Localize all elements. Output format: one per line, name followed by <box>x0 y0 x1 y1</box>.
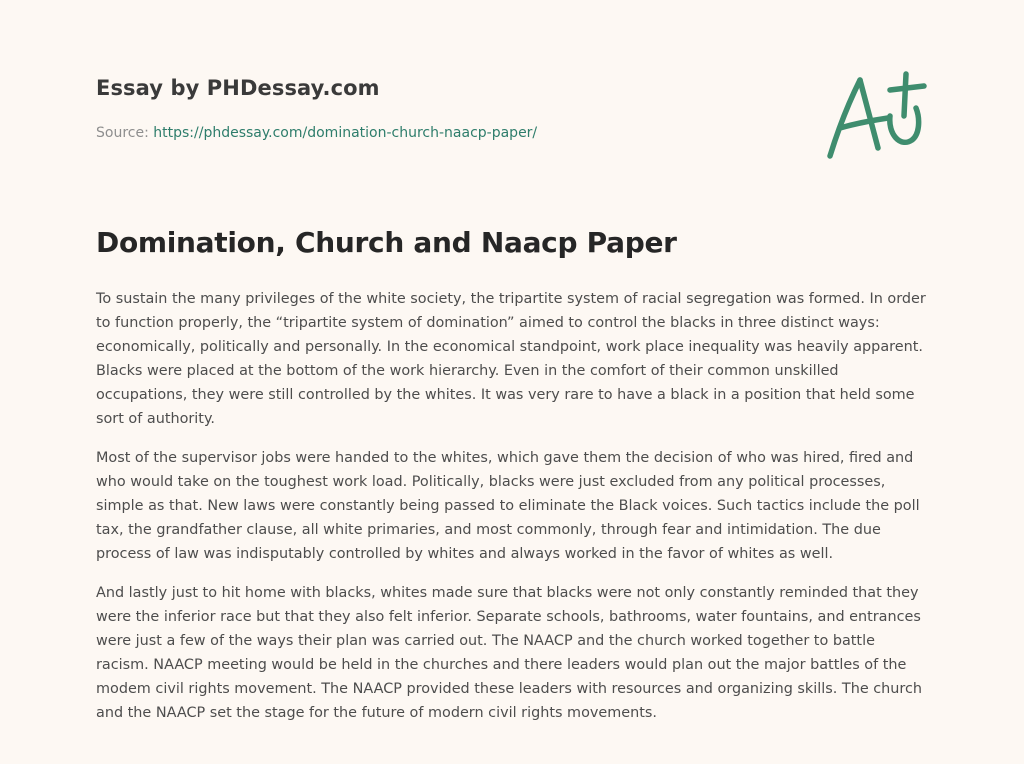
article-title: Domination, Church and Naacp Paper <box>96 226 677 259</box>
source-line <box>96 125 537 141</box>
site-brand: Essay by PHDessay.com <box>96 76 380 100</box>
article-body <box>96 287 928 740</box>
source-label: Source: <box>96 125 154 141</box>
article-paragraph: Most of the supervisor jobs were handed to the whites, which gave them the decision of who was hired, fired and who would take on the toughest work load. Politically, blacks were just excluded from any political processes, simple as that. New laws were constantly being passed to eliminate the Black voices. Such tactics include the poll tax, the grandfather clause, all white primaries, and most commonly, through fear and intimidation. The due process of law was indisputably controlled by whites and always worked in the favor of whites as well. <box>96 450 920 562</box>
article-paragraph: To sustain the many privileges of the white society, the tripartite system of racial segregation was formed. In order to function properly, the “tripartite system of domination” aimed to control the blacks in three distinct ways: economically, politically and personally. In the economical standpoint, work place inequality was heavily apparent. Blacks were placed at the bottom of the work hierarchy. Even in the comfort of their common unskilled occupations, they were still controlled by the whites. It was very rare to have a black in a position that held some sort of authority. <box>96 291 926 427</box>
article-paragraph: And lastly just to hit home with blacks, whites made sure that blacks were not only constantly reminded that they were the inferior race but that they also felt inferior. Separate schools, bathrooms, water fountains, and entrances were just a few of the ways their plan was carried out. The NAACP and the church worked together to battle racism. NAACP meeting would be held in the churches and there leaders would plan out the major battles of the modem civil rights movement. The NAACP provided these leaders with resources and organizing skills. The church and the NAACP set the stage for the future of modern civil rights movements. <box>96 585 923 721</box>
a-plus-grade-icon <box>820 68 930 168</box>
source-link[interactable]: https://phdessay.com/domination-church-naacp-paper/ <box>153 125 538 141</box>
